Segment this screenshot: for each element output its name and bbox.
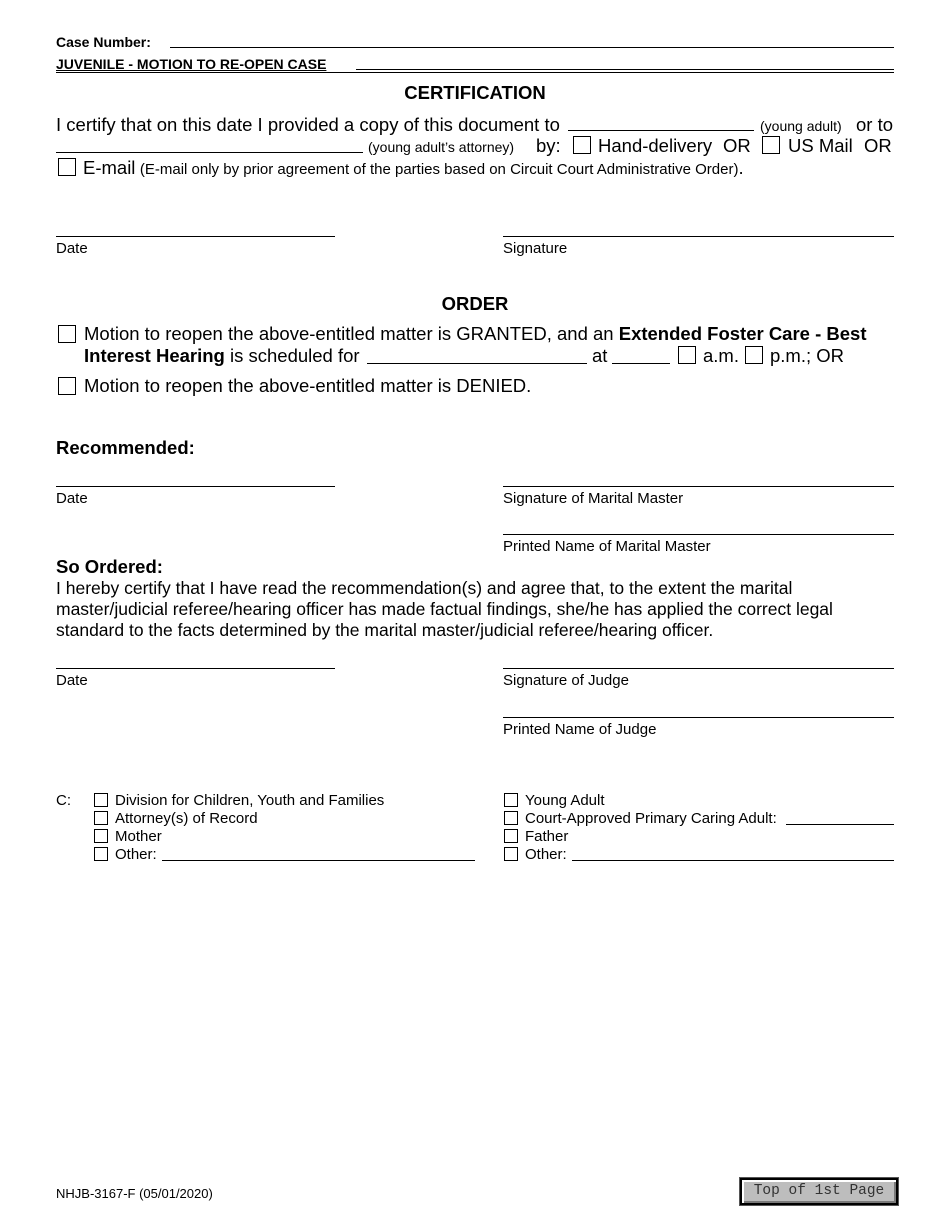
copy-attorneys-label: Attorney(s) of Record <box>115 810 258 827</box>
denied-checkbox[interactable] <box>58 377 76 395</box>
judge-date-label: Date <box>56 672 88 689</box>
granted-line2 <box>84 345 360 367</box>
denied-text: Motion to reopen the above-entitled matter is DENIED. <box>84 375 532 396</box>
copy-young-adult-label: Young Adult <box>525 792 605 809</box>
pm-checkbox[interactable] <box>745 346 763 364</box>
or-text-2: OR <box>864 135 892 156</box>
case-number-label: Case Number: <box>56 34 151 50</box>
hearing-bold-text: Interest Hearing <box>84 345 225 366</box>
certification-title: CERTIFICATION <box>404 82 546 103</box>
copy-father-label: Father <box>525 828 569 845</box>
at-text: at <box>592 345 608 366</box>
so-ordered-text-line1: I hereby certify that I have read the recommendation(s) and agree that, to the extent the marital <box>56 578 793 598</box>
judge-signature-field[interactable] <box>503 668 894 669</box>
header-rule-lower <box>56 72 894 73</box>
recommended-heading: Recommended: <box>56 437 195 458</box>
copy-father-checkbox[interactable] <box>504 829 518 843</box>
or-to-text: or to <box>856 114 894 135</box>
copy-caring-adult-checkbox[interactable] <box>504 811 518 825</box>
us-mail-checkbox[interactable] <box>762 136 780 154</box>
judge-date-field[interactable] <box>56 668 335 669</box>
copy-other-right-checkbox[interactable] <box>504 847 518 861</box>
pm-label: p.m.; OR <box>770 345 845 366</box>
copy-other-left-field[interactable] <box>162 860 475 861</box>
granted-checkbox[interactable] <box>58 325 76 343</box>
or-text-1: OR <box>723 135 751 156</box>
am-checkbox[interactable] <box>678 346 696 364</box>
form-id: NHJB-3167-F (05/01/2020) <box>56 1186 213 1201</box>
scheduled-for-text: is scheduled for <box>230 345 360 366</box>
young-adult-name-field[interactable] <box>568 130 754 131</box>
recommended-date-label: Date <box>56 490 88 507</box>
so-ordered-text-line3: standard to the facts determined by the marital master/judicial referee/hearing officer. <box>56 620 714 640</box>
copy-other-left-checkbox[interactable] <box>94 847 108 861</box>
certification-line1: I certify that on this date I provided a copy of this document to <box>56 114 560 135</box>
copy-other-right-label: Other: <box>525 846 567 863</box>
judge-printed-name-field[interactable] <box>503 717 894 718</box>
copy-attorneys-checkbox[interactable] <box>94 811 108 825</box>
order-title: ORDER <box>441 293 509 314</box>
hearing-date-field[interactable] <box>367 363 587 364</box>
copy-dcyf-label: Division for Children, Youth and Families <box>115 792 385 809</box>
copy-caring-adult-field[interactable] <box>786 824 894 825</box>
master-signature-field[interactable] <box>503 486 894 487</box>
copy-other-left-label: Other: <box>115 846 157 863</box>
header-rule <box>356 69 894 70</box>
granted-line1 <box>84 323 867 345</box>
email-line <box>83 157 744 179</box>
master-printed-name-field[interactable] <box>503 534 894 535</box>
top-of-first-page-button[interactable]: Top of 1st Page <box>740 1178 898 1205</box>
copy-young-adult-checkbox[interactable] <box>504 793 518 807</box>
hand-delivery-label: Hand-delivery <box>598 135 713 156</box>
judge-signature-label: Signature of Judge <box>503 672 629 689</box>
young-adult-label: (young adult) <box>760 118 842 134</box>
certification-date-label: Date <box>56 240 88 257</box>
hand-delivery-checkbox[interactable] <box>573 136 591 154</box>
certification-signature-label: Signature <box>503 240 568 257</box>
email-period: . <box>738 157 744 178</box>
master-printed-name-label: Printed Name of Marital Master <box>503 538 711 555</box>
copy-dcyf-checkbox[interactable] <box>94 793 108 807</box>
copy-mother-checkbox[interactable] <box>94 829 108 843</box>
case-number-field[interactable] <box>170 47 894 48</box>
master-signature-label: Signature of Marital Master <box>503 490 684 507</box>
so-ordered-heading: So Ordered: <box>56 556 163 577</box>
attorney-name-field[interactable] <box>56 152 363 153</box>
judge-printed-name-label: Printed Name of Judge <box>503 721 657 738</box>
copy-mother-label: Mother <box>115 828 162 845</box>
am-label: a.m. <box>703 345 739 366</box>
hearing-time-field[interactable] <box>612 363 670 364</box>
copy-caring-adult-label: Court-Approved Primary Caring Adult: <box>525 810 777 827</box>
certification-signature-field[interactable] <box>503 236 894 237</box>
email-note: (E-mail only by prior agreement of the parties based on Circuit Court Administrative Order) <box>139 161 739 178</box>
granted-text: Motion to reopen the above-entitled matter is GRANTED, and an <box>84 323 614 344</box>
by-text: by: <box>536 135 561 156</box>
us-mail-label: US Mail <box>788 135 853 156</box>
attorney-label: (young adult’s attorney) <box>368 139 515 155</box>
form-subtitle: JUVENILE - MOTION TO RE-OPEN CASE <box>56 56 327 72</box>
so-ordered-text-line2: master/judicial referee/hearing officer has made factual findings, she/he has applied the correct legal <box>56 599 833 619</box>
recommended-date-field[interactable] <box>56 486 335 487</box>
copy-other-right-field[interactable] <box>572 860 894 861</box>
granted-bold-text: Extended Foster Care - Best <box>618 323 867 344</box>
email-label: E-mail <box>83 157 136 178</box>
certification-date-field[interactable] <box>56 236 335 237</box>
copies-label: C: <box>56 792 71 809</box>
email-checkbox[interactable] <box>58 158 76 176</box>
